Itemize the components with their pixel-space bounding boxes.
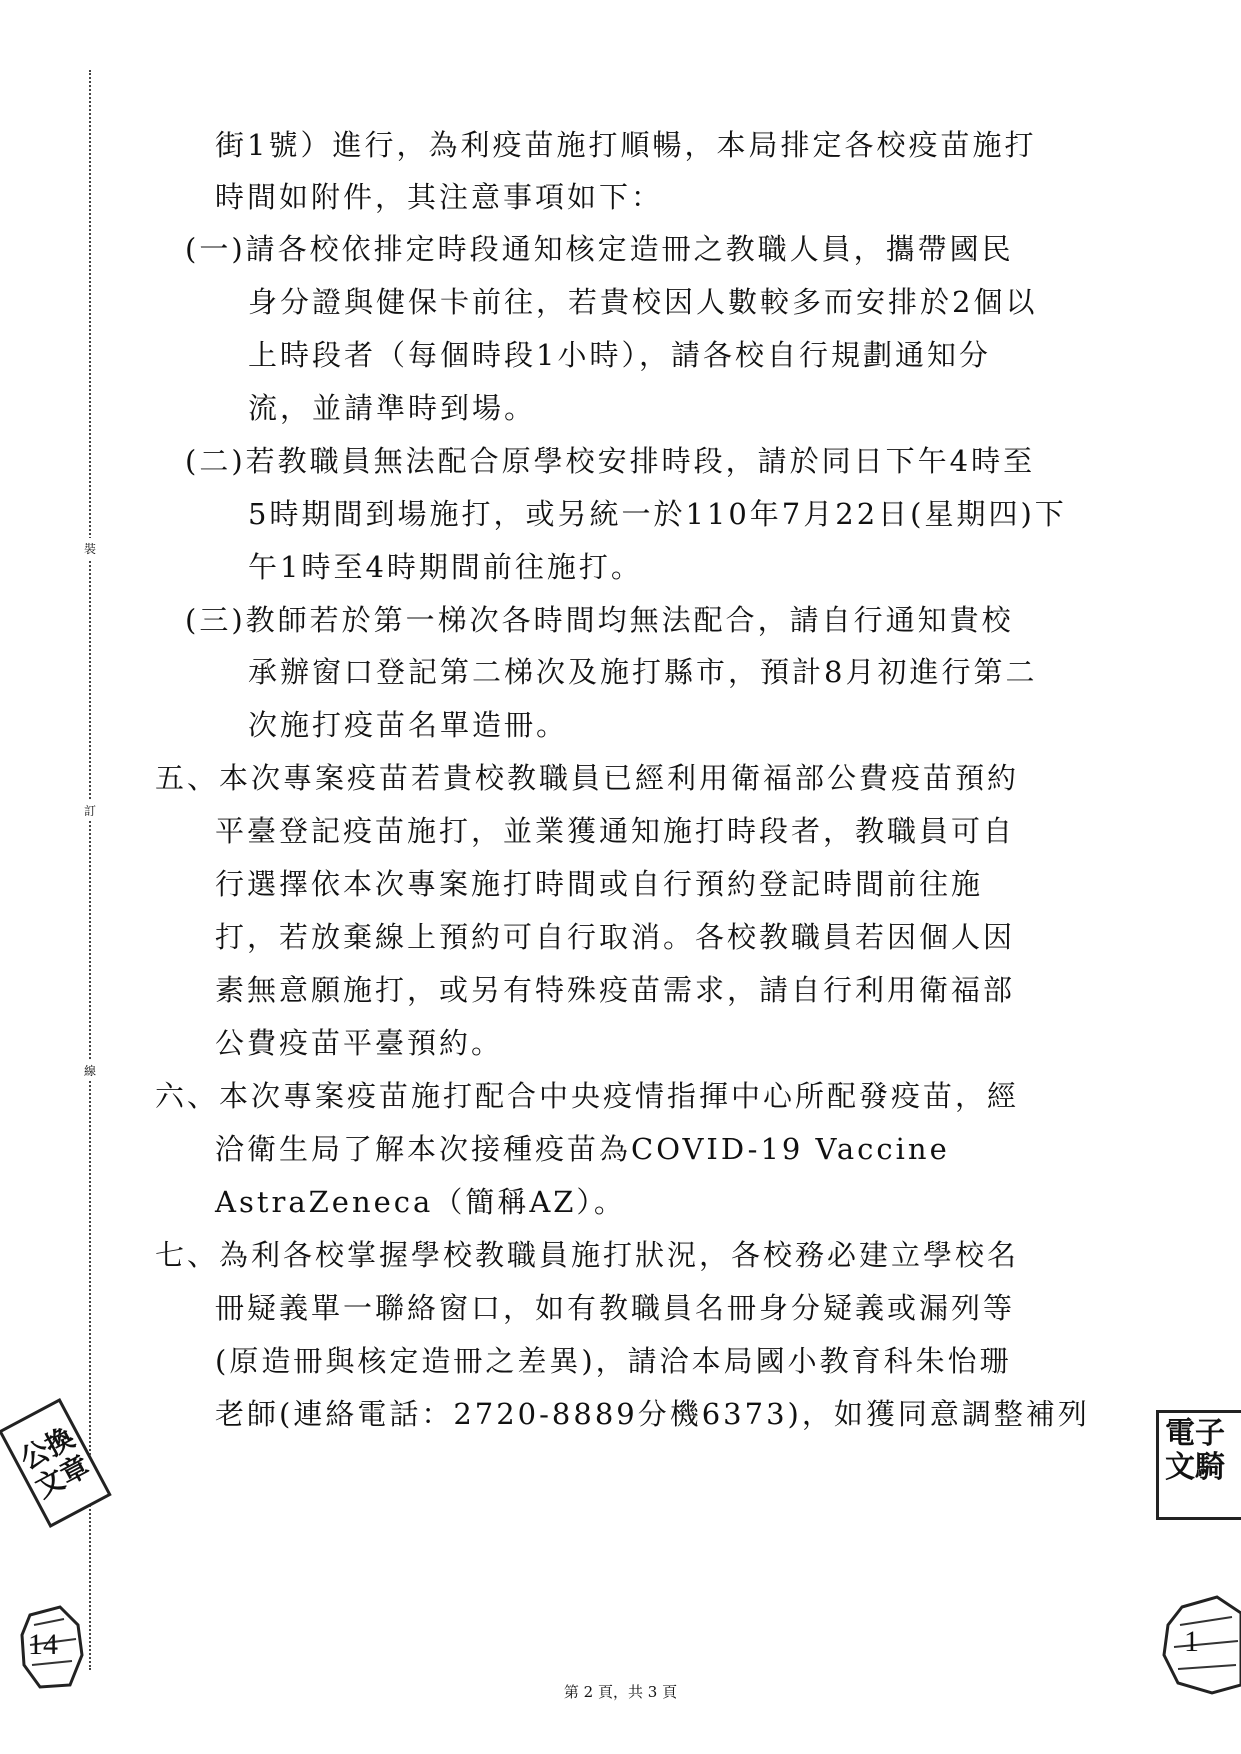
section-five: 五、本次專案疫苗若貴校教職員已經利用衛福部公費疫苗預約 xyxy=(155,761,1020,795)
text-line: 午1時至4時期間前往施打。 xyxy=(248,550,643,584)
seal-right-number: 1 xyxy=(1184,1625,1199,1658)
text-line: 洽衛生局了解本次接種疫苗為COVID-19 Vaccine xyxy=(215,1132,950,1166)
text-line: 行選擇依本次專案施打時間或自行預約登記時間前往施 xyxy=(215,867,984,901)
binding-line xyxy=(89,70,91,1670)
seal-left-number: 14 xyxy=(28,1628,58,1661)
binding-label-middle: 訂 xyxy=(84,800,96,821)
electronic-stamp-right: 電子文騎 xyxy=(1156,1410,1241,1520)
text-line: 街1號）進行，為利疫苗施打順暢，本局排定各校疫苗施打 xyxy=(215,128,1037,162)
text-line: AstraZeneca（簡稱AZ）。 xyxy=(215,1185,626,1219)
text-line: 上時段者（每個時段1小時），請各校自行規劃通知分 xyxy=(248,338,991,372)
text-line: 流，並請準時到場。 xyxy=(248,391,537,425)
text-line: 承辦窗口登記第二梯次及施打縣市，預計8月初進行第二 xyxy=(248,655,1038,689)
binding-label-bottom: 線 xyxy=(84,1060,96,1081)
text-line: 老師(連絡電話：2720-8889分機6373)，如獲同意調整補列 xyxy=(215,1397,1090,1431)
page-footer: 第 2 頁，共 3 頁 xyxy=(563,1683,678,1701)
text-line: 冊疑義單一聯絡窗口，如有教職員名冊身分疑義或漏列等 xyxy=(215,1291,1016,1325)
binding-label-top: 裝 xyxy=(84,538,96,559)
text-line: 5時期間到場施打，或另統一於110年7月22日(星期四)下 xyxy=(248,497,1067,531)
text-line: (原造冊與核定造冊之差異)，請洽本局國小教育科朱怡珊 xyxy=(215,1344,1012,1378)
list-item-2: (二)若教職員無法配合原學校安排時段，請於同日下午4時至 xyxy=(185,444,1036,478)
text-line: 平臺登記疫苗施打，並業獲通知施打時段者，教職員可自 xyxy=(215,814,1016,848)
text-line: 打，若放棄線上預約可自行取消。各校教職員若因個人因 xyxy=(215,920,1016,954)
section-seven: 七、為利各校掌握學校教職員施打狀況，各校務必建立學校名 xyxy=(155,1238,1020,1272)
list-item-3: (三)教師若於第一梯次各時間均無法配合，請自行通知貴校 xyxy=(185,603,1014,637)
text-line: 身分證與健保卡前往，若貴校因人數較多而安排於2個以 xyxy=(248,285,1038,319)
list-item-1: (一)請各校依排定時段通知核定造冊之教職人員，攜帶國民 xyxy=(185,232,1014,266)
section-six: 六、本次專案疫苗施打配合中央疫情指揮中心所配發疫苗，經 xyxy=(155,1079,1020,1113)
seal-right-icon xyxy=(1162,1595,1241,1695)
exchange-stamp-left: 公換文章 xyxy=(0,1398,112,1528)
text-line: 素無意願施打，或另有特殊疫苗需求，請自行利用衛福部 xyxy=(215,973,1016,1007)
text-line: 次施打疫苗名單造冊。 xyxy=(248,708,569,742)
text-line: 時間如附件，其注意事項如下： xyxy=(215,180,664,214)
text-line: 公費疫苗平臺預約。 xyxy=(215,1026,504,1060)
